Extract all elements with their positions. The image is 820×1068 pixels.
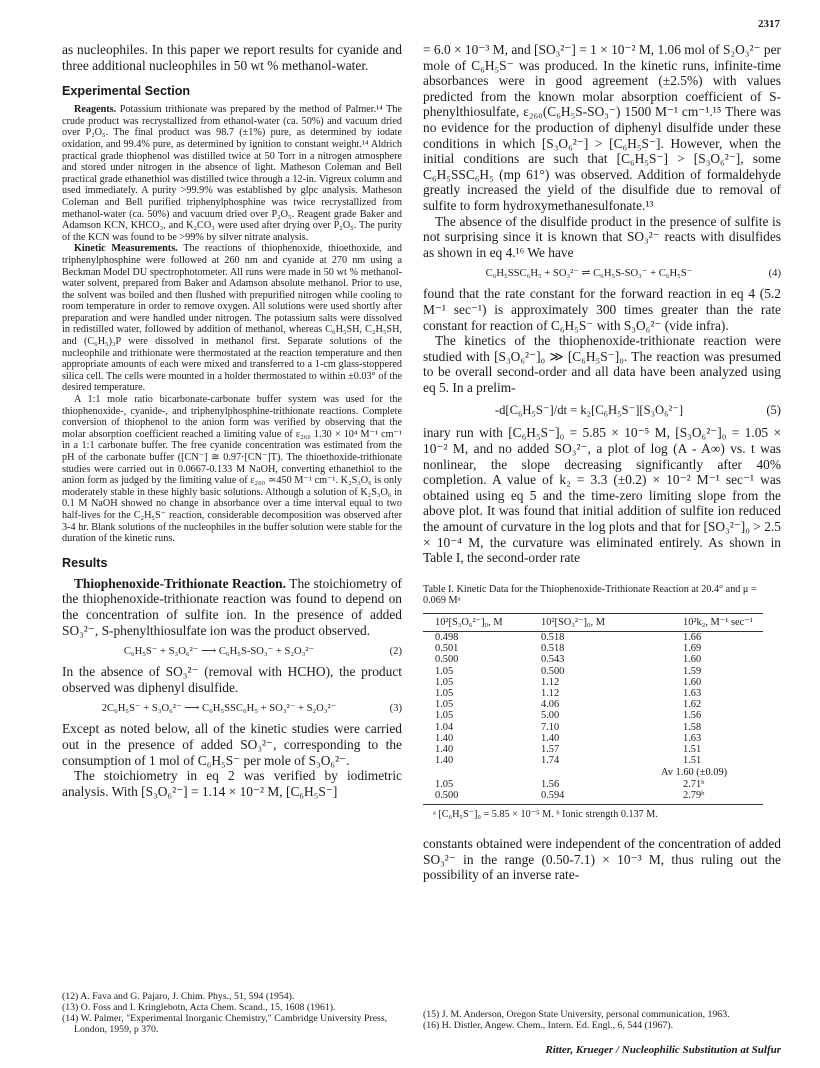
reference-item: (12) A. Fava and G. Pajaro, J. Chim. Phys., 51, 594 (1954). (62, 991, 295, 1002)
table-cell: 1.40 (435, 755, 454, 767)
table-cell: 0.518 (541, 632, 565, 643)
table-cell: 0.500 (435, 654, 459, 666)
table-cell: 1.05 (435, 688, 454, 700)
results-heading: Results (62, 555, 108, 570)
intro-paragraph: as nucleophiles. In this paper we report results for cyanide and three additional nucleophiles in 50 wt % methanol-water. (62, 42, 402, 73)
table-cell: 0.498 (435, 632, 459, 643)
right-paragraph-1: = 6.0 × 10⁻³ M, and [SO₃²⁻] = 1 × 10⁻² M, 1.06 mol of S₂O₃²⁻ per mole of C₆H₅S⁻ was produced. In the kinetic runs, infinite-time absorbances were in good agreement (±2.5%) with values predicted from the known molar absorption coefficient of S-phenylthiosulfate, ε₂₆₀(C₆H₅S-SO₃⁻) 1500 M⁻¹ cm⁻¹.¹⁵ There was no evidence for the production of diphenyl disulfide under these conditions in which [S₃O₆²⁻] > [C₆H₅S⁻]. However, when the initial conditions are such that [C₆H₅S⁻] > [S₃O₆²⁻], some C₆H₅SSC₆H₅ (mp 61°) was observed. Addition of formaldehyde greatly increased the yield of the disulfide due to removal of sulfite to form hydroxymethanesulfonate.¹³ (423, 42, 781, 213)
right-references (423, 1009, 781, 1031)
table-cell: 1.56 (541, 778, 560, 790)
equation-2-number: (2) (389, 645, 402, 657)
table-header: 10²k₂, M⁻¹ sec⁻¹ (655, 614, 763, 632)
stoichiometry-paragraph: The stoichiometry in eq 2 was verified by iodimetric analysis. With [S₃O₆²⁻] = 1.14 × 10⁻² M, [C₆H₅S⁻] (62, 768, 402, 799)
reference-item: (13) O. Foss and I. Kringlebotn, Acta Chem. Scand., 15, 1608 (1961). (62, 1002, 336, 1013)
left-column (62, 42, 402, 799)
table-cell: 1.05 (435, 778, 454, 790)
table-cell: 1.40 (435, 744, 454, 756)
table-cell: 1.56 (683, 710, 702, 722)
table-header: 10²[SO₃²⁻]₀, M (527, 614, 655, 632)
equation-3-text: 2C₆H₅S⁻ + S₃O₆²⁻ ⟶ C₆H₅SSC₆H₅ + SO₃²⁻ + S₂O₃²⁻ (101, 703, 337, 715)
table-cell: 1.40 (541, 732, 560, 744)
kinetic-paragraph (62, 243, 402, 394)
table-row (423, 666, 763, 677)
table-row (423, 654, 763, 665)
table-row (423, 744, 763, 755)
table-cell: 1.62 (683, 699, 702, 711)
equation-4-text: C₆H₅SSC₆H₅ + SO₃²⁻ ⇌ C₆H₅S-SO₃⁻ + C₆H₅S⁻ (485, 268, 693, 280)
table-cell: 1.66 (683, 632, 702, 643)
results-paragraph (62, 576, 402, 638)
after-eq3-paragraph: Except as noted below, all of the kinetic studies were carried out in the presence of added SO₃²⁻, corresponding to the consumption of 1 mol of C₆H₅S⁻ per mole of S₃O₆²⁻. (62, 721, 402, 768)
right-paragraph-5: inary run with [C₆H₅S⁻]₀ = 5.85 × 10⁻⁵ M, [S₃O₆²⁻]₀ = 1.05 × 10⁻² M, and no added SO₃²⁻, a plot of log (A - A∞) vs. t was nonlinear, the slope decreasing significantly after 40% completion. A value of k₂ = 3.3 (±0.2) × 10⁻² M⁻¹ sec⁻¹ was obtained using eq 5 and the time-zero limiting slope from the above plot. It was found that initial addition of sulfite ion reduced the amount of curvature in the log plots and that for [SO₃²⁻]₀ > 2.5 × 10⁻⁴ M, the curvature was eliminated entirely. As shown in Table I, the second-order rate (423, 425, 781, 566)
table-cell: 1.05 (435, 676, 454, 688)
running-footer: Ritter, Krueger / Nucleophilic Substitution at Sulfur (545, 1044, 781, 1056)
table-average-row (423, 766, 763, 778)
table-row (423, 733, 763, 744)
reference-item: (16) H. Distler, Angew. Chem., Intern. Ed. Engl., 6, 544 (1967). (423, 1020, 674, 1031)
table-cell: 1.05 (435, 710, 454, 722)
table-average: Av 1.60 (±0.09) (661, 767, 728, 779)
table-cell: 1.05 (435, 665, 454, 677)
equation-5-text: -d[C₆H₅S⁻]/dt = k₂[C₆H₅S⁻][S₃O₆²⁻] (494, 403, 684, 418)
table-cell: 0.500 (541, 665, 565, 677)
table-cell: 0.543 (541, 654, 565, 666)
table-row (423, 755, 763, 766)
table-cell: 1.40 (435, 732, 454, 744)
table-cell: 1.04 (435, 721, 454, 733)
equation-5 (423, 402, 781, 418)
table-cell: 1.69 (683, 643, 702, 655)
equation-4-number: (4) (768, 267, 781, 279)
buffer-paragraph: A 1:1 mole ratio bicarbonate-carbonate buffer system was used for the thiophenoxide-, cyanide-, and triphenylphosphine-trithionate reactions. Complete conversion of thiophenol to the anion form was verified by observing that the molar absorption coefficient reached a limiting value of ε₂₆₀ 1.30 × 10⁴ M⁻¹ cm⁻¹ in a 1:1 carbonate buffer. The free cyanide concentration was estimated from the pH of the carbonate buffer ([CN⁻] ≅ 0.97·[CN⁻]T). The thioethoxide-trithionate studies were carried out in 0.0667-0.133 M NaOH, converting ethanethiol to the anion form as judged by the limiting value of ε₂₆₀ ≃450 M⁻¹ cm⁻¹. K₂S₃O₆ is only moderately stable in these highly basic solutions. Although a solution of K₂S₃O₆ in 0.1 M NaOH showed no change in absorbance over a time interval equal to two half-lives for the C₂H₅S⁻ reaction, considerable decomposition was observed after 3-4 hr. Blank solutions of the nucleophiles in the buffer solution were stable for the duration of the kinetic runs. (62, 394, 402, 545)
table-cell: 1.58 (683, 721, 702, 733)
results-label: Thiophenoxide-Trithionate Reaction. (74, 575, 286, 591)
table-row (423, 779, 763, 790)
table-header-row (423, 614, 763, 632)
equation-3-number: (3) (389, 702, 402, 714)
after-eq2-paragraph: In the absence of SO₃²⁻ (removal with HCHO), the product observed was diphenyl disulfide. (62, 664, 402, 695)
table-cell: 1.57 (541, 744, 560, 756)
table-cell: 0.501 (435, 643, 459, 655)
table-cell: 1.60 (683, 676, 702, 688)
page-number: 2317 (758, 18, 780, 30)
reagents-label: Reagents. (74, 104, 117, 116)
right-paragraph-4: The kinetics of the thiophenoxide-trithionate reaction were studied with [S₃O₆²⁻]₀ ≫ [C₆H₅S⁻]₀. The reaction was presumed to be overall second-order and all data have been analyzed using eq 5. In a prelim- (423, 333, 781, 395)
table-header: 10²[S₃O₆²⁻]₀, M (423, 614, 527, 632)
right-paragraph-6: constants obtained were independent of the concentration of added SO₃²⁻ in the range (0.50-7.1) × 10⁻³ M, thus ruling out the possibility of an inverse rate- (423, 836, 781, 883)
kinetic-text: The reactions of thiophenoxide, thioethoxide, and triphenylphosphine were followed at 260 nm and cyanide at 270 nm using a Beckman Model DU spectrophotometer. All runs were made in 50 wt % methanol-water solvent, prepared from Baker and Adamson absolute methanol. Prior to use, the solvent was boiled and then flushed with prepurified nitrogen while cooling to room temperature in order to remove oxygen. All solutions were used shortly after preparation and were handled under nitrogen. The potassium salts were dissolved in redistilled water, followed by addition of methanol, whereas C₆H₅SH, C₂H₅SH, and (C₆H₅)₃P were dissolved in methanol first. Separate solutions of the nucleophile and trithionate were thermostated at the reaction temperature and then appropriate amounts of each were mixed and transferred to a 1-cm glass-stoppered silica cell. The cells were mounted in a holder thermostated to within ±0.03° of the desired temperature. (62, 243, 402, 394)
right-paragraph-2: The absence of the disulfide product in the presence of sulfite is not surprising since it is known that SO₃²⁻ reacts with disulfides as shown in eq 4.¹⁶ We have (423, 213, 781, 260)
kinetic-data-table (423, 613, 763, 805)
table-cell: 1.63 (683, 732, 702, 744)
table-cell: 4.06 (541, 699, 560, 711)
left-references (62, 991, 402, 1035)
equation-2-text: C₆H₅S⁻ + S₃O₆²⁻ ⟶ C₆H₅S-SO₃⁻ + S₂O₃²⁻ (123, 646, 315, 658)
table-cell: 1.59 (683, 665, 702, 677)
reagents-paragraph (62, 104, 402, 243)
table-row (423, 632, 763, 644)
table-row (423, 688, 763, 699)
table-title: Table I. Kinetic Data for the Thiophenoxide-Trithionate Reaction at 20.4° and μ = 0.069 Mᵃ (423, 583, 757, 607)
table-row (423, 722, 763, 733)
table-footnote: ᵃ [C₆H₅S⁻]₀ = 5.85 × 10⁻⁵ M. ᵇ Ionic strength 0.137 M. (433, 809, 658, 821)
right-paragraph-3: found that the rate constant for the forward reaction in eq 4 (5.2 M⁻¹ sec⁻¹) is approximately 300 times greater than the rate constant for reaction of C₆H₅S⁻ with S₃O₆²⁻ (vide infra). (423, 286, 781, 333)
table-cell: 0.518 (541, 643, 565, 655)
table-cell: 7.10 (541, 721, 560, 733)
experimental-heading: Experimental Section (62, 84, 191, 99)
table-cell: 1.74 (541, 755, 560, 767)
reference-item: (15) J. M. Anderson, Oregon State University, personal communication, 1963. (423, 1009, 730, 1020)
table-cell: 2.71ᵇ (683, 778, 705, 790)
reagents-text: Potassium trithionate was prepared by the method of Palmer.¹⁴ The crude product was recrystallized from ethanol-water (ca. 50%) and vacuum dried over P₂O₅. The final product was 98.7 (±1%) pure, as determined by iodate oxidation, and 99.4% pure, as determined by ignition to constant weight.¹⁴ Aldrich practical grade thiophenol was distilled twice at 50 Torr in a nitrogen atmosphere and stored under nitrogen in the absence of light. Matheson Coleman and Bell practical grade ethanethiol was distilled twice through a 12-in. Vigreux column and used immediately. A purity >99.9% was established by glpc analysis. Matheson Coleman and Bell purified triphenylphosphine was twice recrystallized from methanol-water (ca. 50%) and vacuum dried over P₂O₅. Reagent grade Baker and Adamson KCN, KHCO₃, and K₂CO₃ were used after drying over P₂O₅. The purity of the KCN was found to be >99% by silver nitrate analysis. (62, 104, 403, 243)
table-cell: 1.05 (435, 699, 454, 711)
table-body (423, 632, 763, 805)
table-cell: 1.12 (541, 688, 560, 700)
table-cell: 1.60 (683, 654, 702, 666)
equation-4 (423, 267, 781, 279)
right-column (423, 42, 781, 883)
table-cell: 2.79ᵇ (655, 790, 763, 805)
table-row (423, 710, 763, 721)
equation-2 (62, 645, 402, 657)
table-row (423, 699, 763, 710)
table-cell: 1.51 (683, 744, 702, 756)
equation-5-number: (5) (766, 402, 781, 417)
kinetic-label: Kinetic Measurements. (74, 243, 178, 255)
table-cell: 5.00 (541, 710, 560, 722)
table-cell: 1.12 (541, 676, 560, 688)
results-text: The stoichiometry of the thiophenoxide-trithionate reaction was found to depend on the concentration of sulfite ion. In the presence of added SO₃²⁻, S-phenylthiosulfate ion was the product observed. (62, 575, 402, 638)
table-row (423, 643, 763, 654)
table-cell: 0.594 (527, 790, 655, 805)
table-row (423, 790, 763, 805)
equation-3 (62, 702, 402, 714)
reference-item: (14) W. Palmer, "Experimental Inorganic Chemistry," Cambridge University Press, London, 1959, p 370. (62, 1013, 388, 1035)
table-row (423, 677, 763, 688)
table-cell: 1.51 (683, 755, 702, 767)
table-cell: 0.500 (423, 790, 527, 805)
table-cell: 1.63 (683, 688, 702, 700)
